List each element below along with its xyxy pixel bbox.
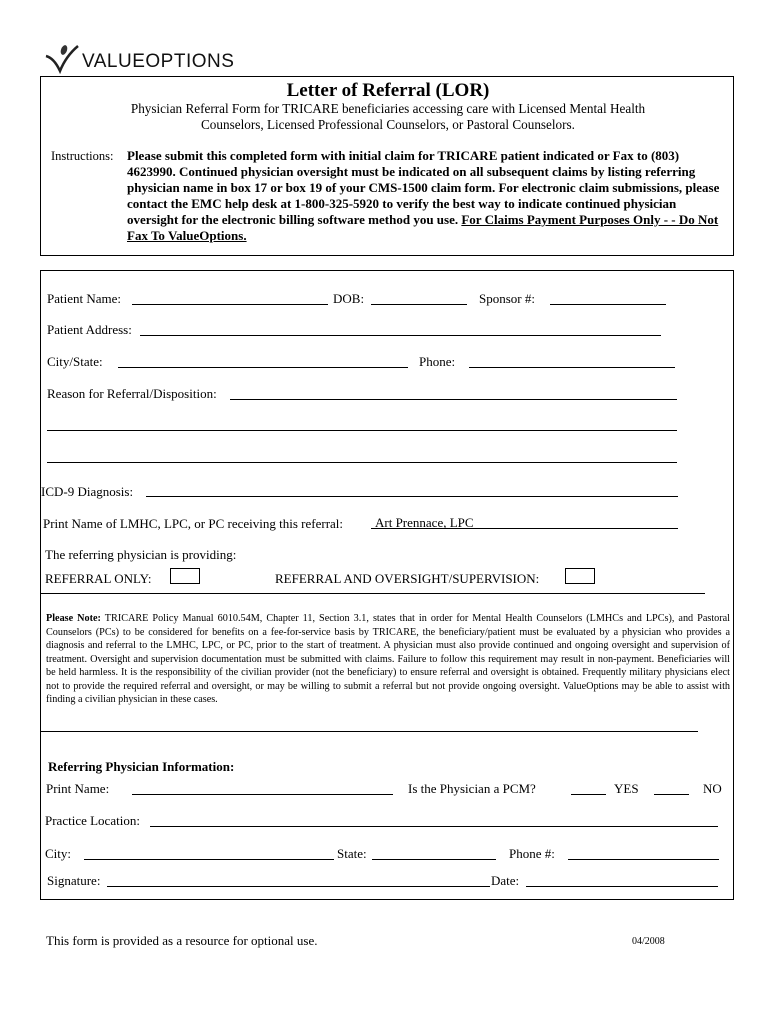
section-divider-2 [41,731,698,732]
form-version: 04/2008 [632,936,665,947]
instructions-label: Instructions: [51,149,114,163]
physician-phone-field[interactable] [568,859,719,860]
physician-name-label: Print Name: [46,781,110,796]
physician-phone-label: Phone #: [509,846,555,861]
patient-name-field[interactable] [132,304,328,305]
phone-field[interactable] [469,367,675,368]
physician-state-label: State: [337,846,367,861]
provider-value: Art Prennace, LPC [375,515,474,530]
form-box [40,270,734,900]
patient-name-label: Patient Name: [47,291,122,306]
patient-address-label: Patient Address: [47,322,132,337]
signature-field[interactable] [107,886,490,887]
sponsor-label: Sponsor #: [479,291,535,306]
dob-field[interactable] [371,304,467,305]
referral-oversight-label: REFERRAL AND OVERSIGHT/SUPERVISION: [275,571,540,586]
signature-label: Signature: [47,873,101,888]
physician-state-field[interactable] [372,859,496,860]
physician-city-field[interactable] [84,859,334,860]
icd9-label: ICD-9 Diagnosis: [41,484,134,499]
reason-label: Reason for Referral/Disposition: [47,386,217,401]
date-label: Date: [491,873,520,888]
pcm-no-label: NO [703,781,722,796]
city-state-field[interactable] [118,367,408,368]
phone-label: Phone: [419,354,456,369]
logo-text: VALUEOPTIONS [82,51,235,72]
provider-label: Print Name of LMHC, LPC, or PC receiving this referral: [43,516,344,531]
policy-note [46,612,730,707]
referral-only-label: REFERRAL ONLY: [45,571,152,586]
referral-oversight-checkbox[interactable] [565,568,595,584]
instructions-text [127,148,727,244]
policy-note-text: TRICARE Policy Manual 6010.54M, Chapter 11, Section 3.1, states that in order for Mental Health Counselors (LMHCs and LPCs), and Pastoral Counselors (PCs) to be considered for benefits on a fee-for-service basis by TRICARE, the beneficiary/patient must be evaluated by a physician who provides a diagnosis and referral to the LMHC, LPC, or PC, prior to the start of treatment. A physician must also provide continued and ongoing oversight and supervision of treatment. Oversight and supervision documentation must be submitted with claims. Failure to follow this requirement may result in non-payment. Beneficiaries will be held harmless. It is the responsibility of the civilian provider (not the beneficiary) to ensure referral and oversight is obtained. Frequently military physicians elect not to provide the required referral and oversight, or may be willing to submit a referral but not provide ongoing oversight. ValueOptions may be able to assist with finding a civilian physician in these cases. [46,613,730,705]
form-subtitle: Physician Referral Form for TRICARE beneficiaries accessing care with Licensed Mental Health Counselors, Licensed Professional Counselors, or Pastoral Counselors. [130,101,646,132]
referral-only-checkbox[interactable] [170,568,200,584]
city-state-label: City/State: [47,354,103,369]
valueoptions-logo [44,44,244,74]
pcm-yes-field[interactable] [571,794,606,795]
pcm-no-field[interactable] [654,794,689,795]
footer-note: This form is provided as a resource for optional use. [46,933,318,948]
form-title: Letter of Referral (LOR) [286,80,490,101]
physician-name-field[interactable] [132,794,393,795]
date-field[interactable] [526,886,718,887]
pcm-question: Is the Physician a PCM? [408,781,536,796]
policy-note-label: Please Note: [46,613,101,624]
icd9-field[interactable] [146,496,678,497]
instructions-warning: For Claims Payment Purposes Only - - Do Not Fax To ValueOptions. [127,212,719,243]
physician-section-title: Referring Physician Information: [48,759,235,774]
practice-location-field[interactable] [150,826,718,827]
pcm-yes-label: YES [614,781,639,796]
providing-label: The referring physician is providing: [45,547,237,562]
practice-location-label: Practice Location: [45,813,140,828]
patient-address-field[interactable] [140,335,661,336]
section-divider-1 [41,593,705,594]
logo-check-icon [44,44,80,74]
physician-city-label: City: [45,846,72,861]
reason-field-3[interactable] [47,462,677,463]
reason-field-1[interactable] [230,399,677,400]
header-box [40,76,734,256]
sponsor-field[interactable] [550,304,666,305]
dob-label: DOB: [333,291,365,306]
reason-field-2[interactable] [47,430,677,431]
instructions-body: Please submit this completed form with initial claim for TRICARE patient indicated or Fax to (803) 4623990. Continued physician oversight must be indicated on all subsequent claims by listing referring physician name in box 17 or box 19 of your CMS-1500 claim form. For electronic claim submissions, please contact the EMC help desk at 1-800-325-5920 to verify the best way to indicate continued physician oversight for the electronic billing software method you use. [127,148,720,227]
